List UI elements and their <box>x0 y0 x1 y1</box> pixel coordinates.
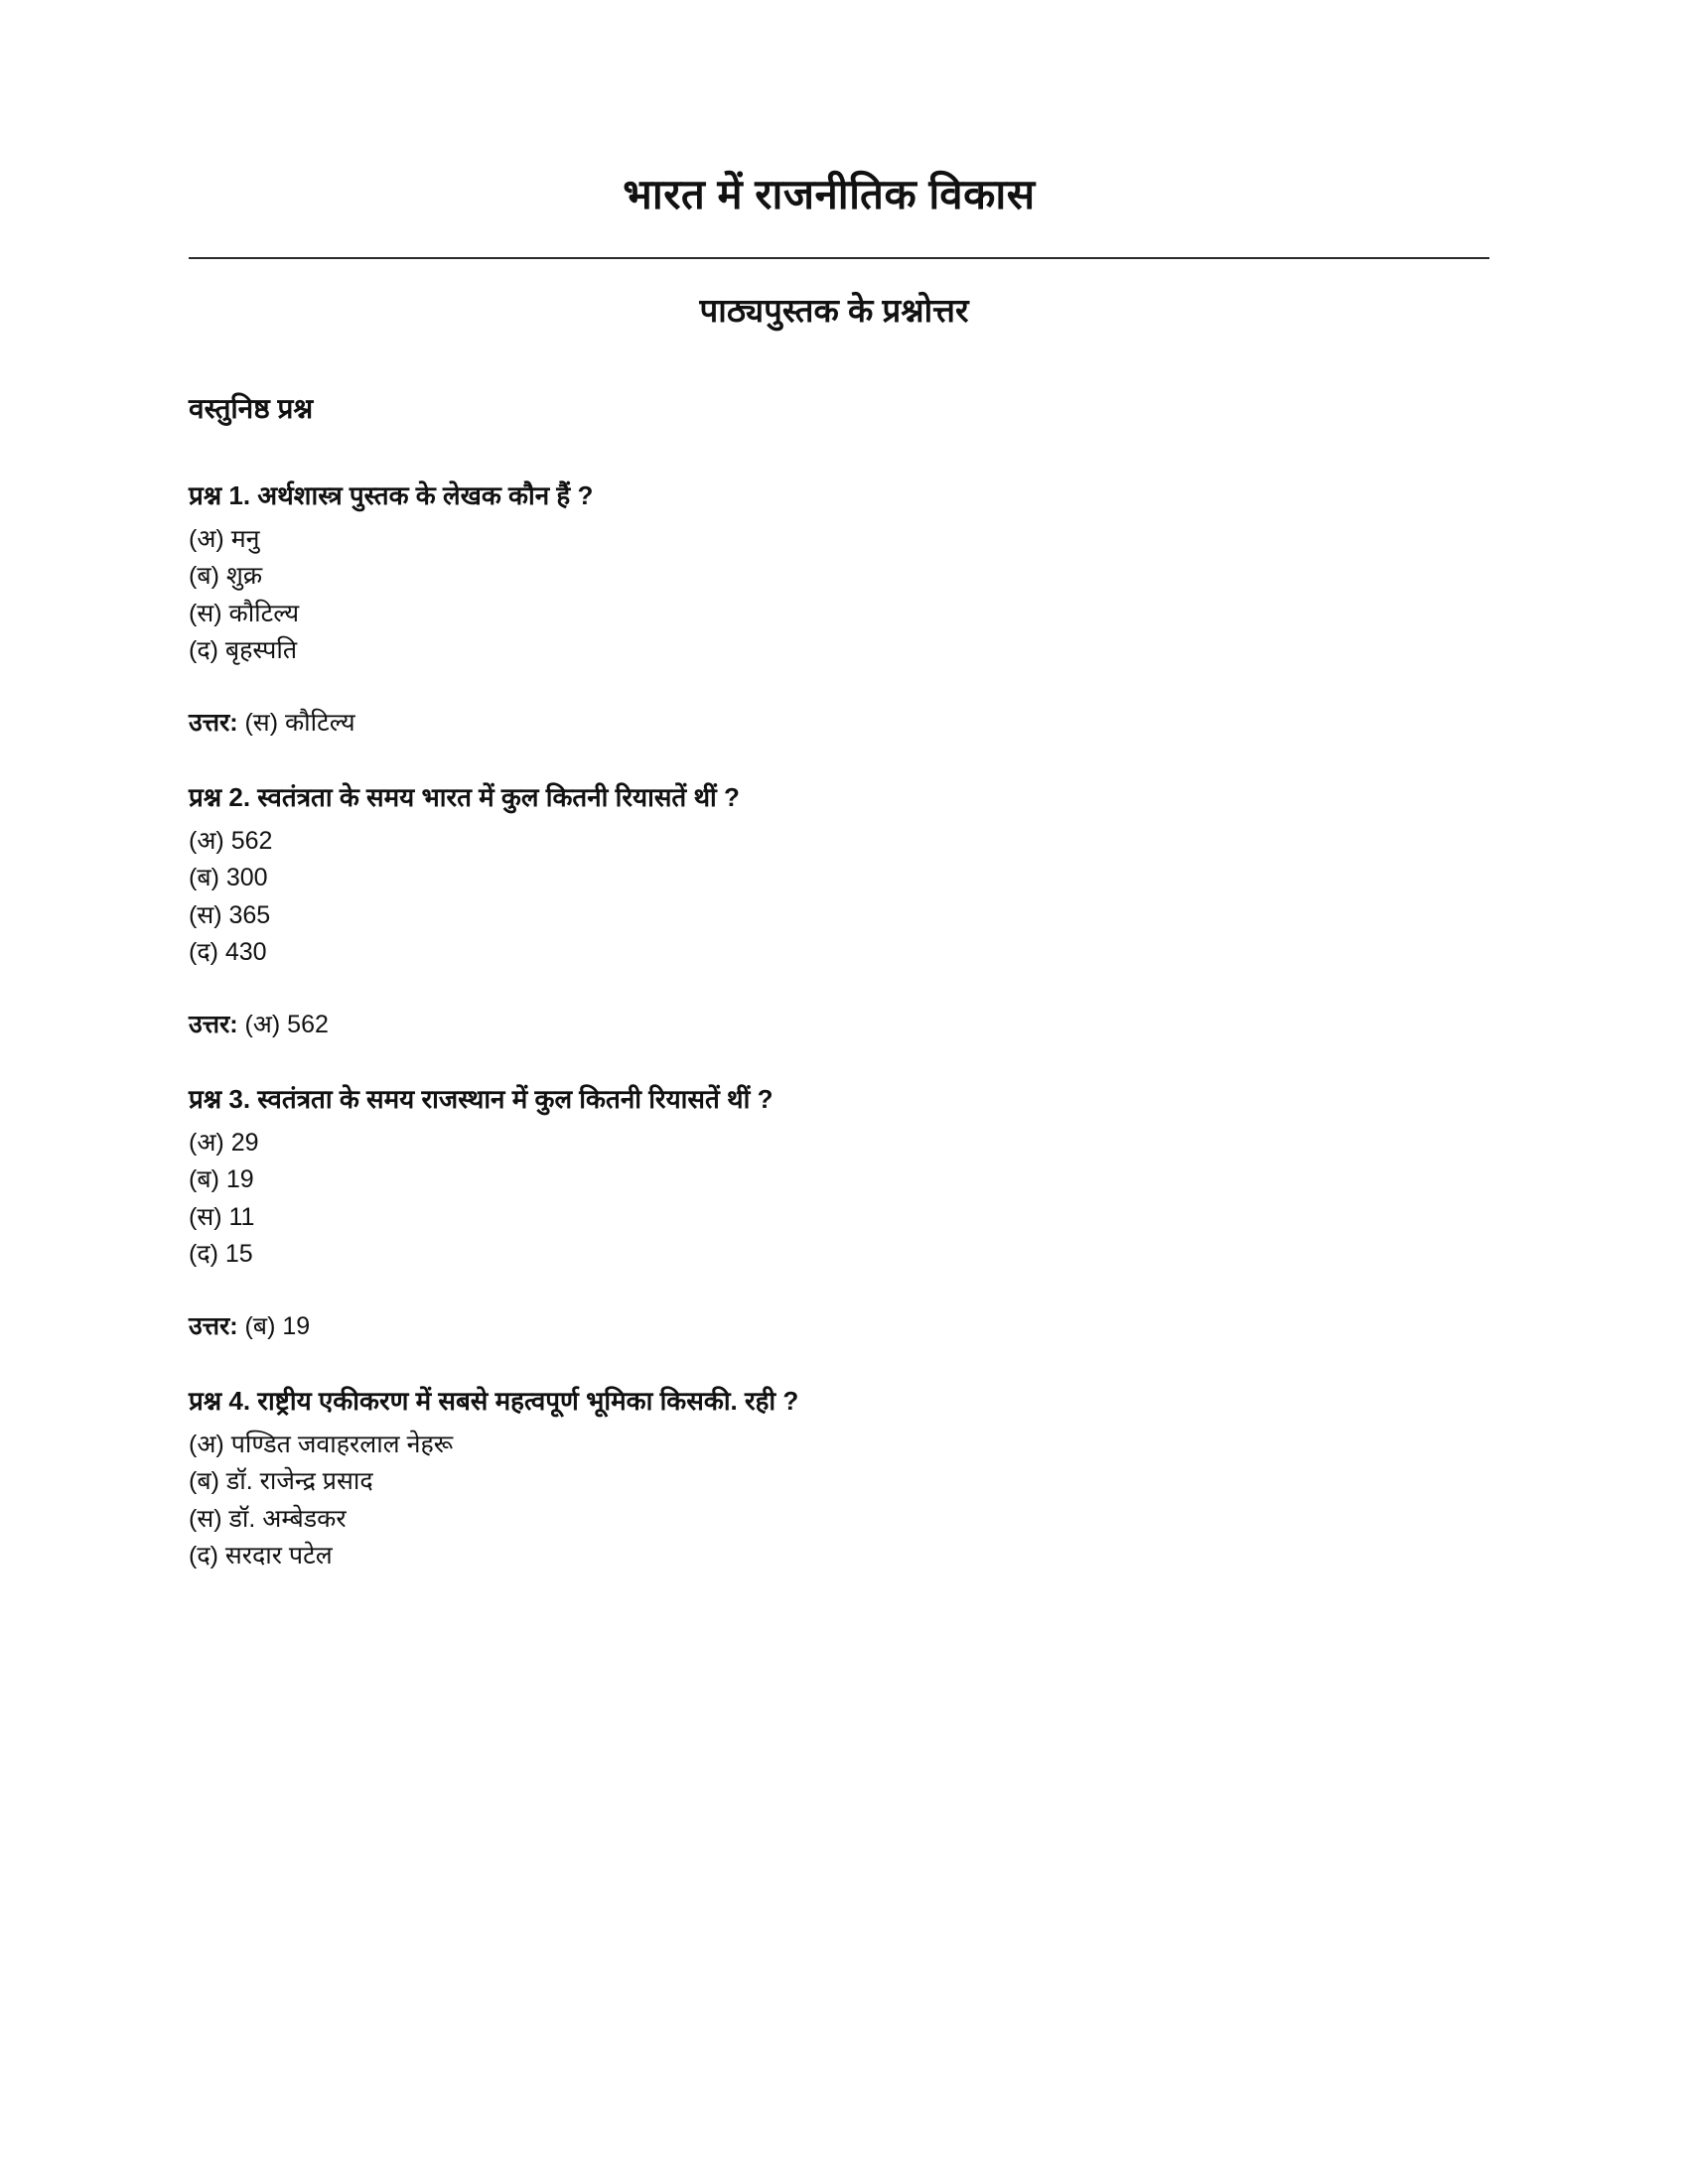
list-item: (ब) 19 <box>189 1165 254 1194</box>
list-item: (स) 11 <box>189 1202 255 1231</box>
list-item: (ब) शुक्र <box>189 562 263 591</box>
answer-label: उत्तर: <box>189 1311 238 1340</box>
question-text: प्रश्न 1. अर्थशास्त्र पुस्तक के लेखक कौन हैं ? <box>189 479 594 510</box>
question-block-1 <box>189 478 1489 741</box>
section-title: पाठ्यपुस्तक के प्रश्नोत्तर <box>699 291 969 329</box>
list-item: (अ) मनु <box>189 524 260 553</box>
list-item: (स) कौटिल्य <box>189 599 300 627</box>
list-item: (द) सरदार पटेल <box>189 1542 333 1570</box>
list-item: (अ) पण्डित जवाहरलाल नेहरू <box>189 1430 454 1458</box>
list-item: (स) डॉ. अम्बेडकर <box>189 1504 347 1533</box>
list-item: (द) 15 <box>189 1240 253 1269</box>
answer-line <box>189 1008 1489 1042</box>
answer-value: (ब) 19 <box>244 1311 311 1340</box>
option-list <box>189 521 1489 670</box>
answer-value: (अ) 562 <box>244 1010 329 1038</box>
list-item: (द) 430 <box>189 938 267 967</box>
question-text: प्रश्न 2. स्वतंत्रता के समय भारत में कुल कितनी रियासतें थीं ? <box>189 781 740 812</box>
question-block-3 <box>189 1082 1489 1344</box>
subsection-title: वस्तुनिष्ठ प्रश्न <box>189 392 314 424</box>
list-item: (अ) 29 <box>189 1128 259 1157</box>
question-text: प्रश्न 4. राष्ट्रीय एकीकरण में सबसे महत्वपूर्ण भूमिका किसकी. रही ? <box>189 1385 799 1416</box>
question-block-2 <box>189 780 1489 1042</box>
question-text: प्रश्न 3. स्वतंत्रता के समय राजस्थान में कुल कितनी रियासतें थीं ? <box>189 1083 774 1114</box>
list-item: (स) 365 <box>189 900 271 929</box>
list-item: (ब) 300 <box>189 864 268 892</box>
list-item: (अ) 562 <box>189 826 273 855</box>
answer-value: (स) कौटिल्य <box>244 708 355 737</box>
page-title: भारत में राजनीतिक विकास <box>623 171 1036 217</box>
question-block-4 <box>189 1384 1489 1575</box>
option-list <box>189 823 1489 972</box>
answer-label: उत्तर: <box>189 1010 238 1038</box>
title-divider <box>189 257 1489 259</box>
option-list <box>189 1427 1489 1575</box>
answer-line <box>189 706 1489 741</box>
option-list <box>189 1125 1489 1274</box>
list-item: (द) बृहस्पति <box>189 636 298 665</box>
list-item: (ब) डॉ. राजेन्द्र प्रसाद <box>189 1467 373 1496</box>
answer-label: उत्तर: <box>189 708 238 737</box>
answer-line <box>189 1309 1489 1344</box>
